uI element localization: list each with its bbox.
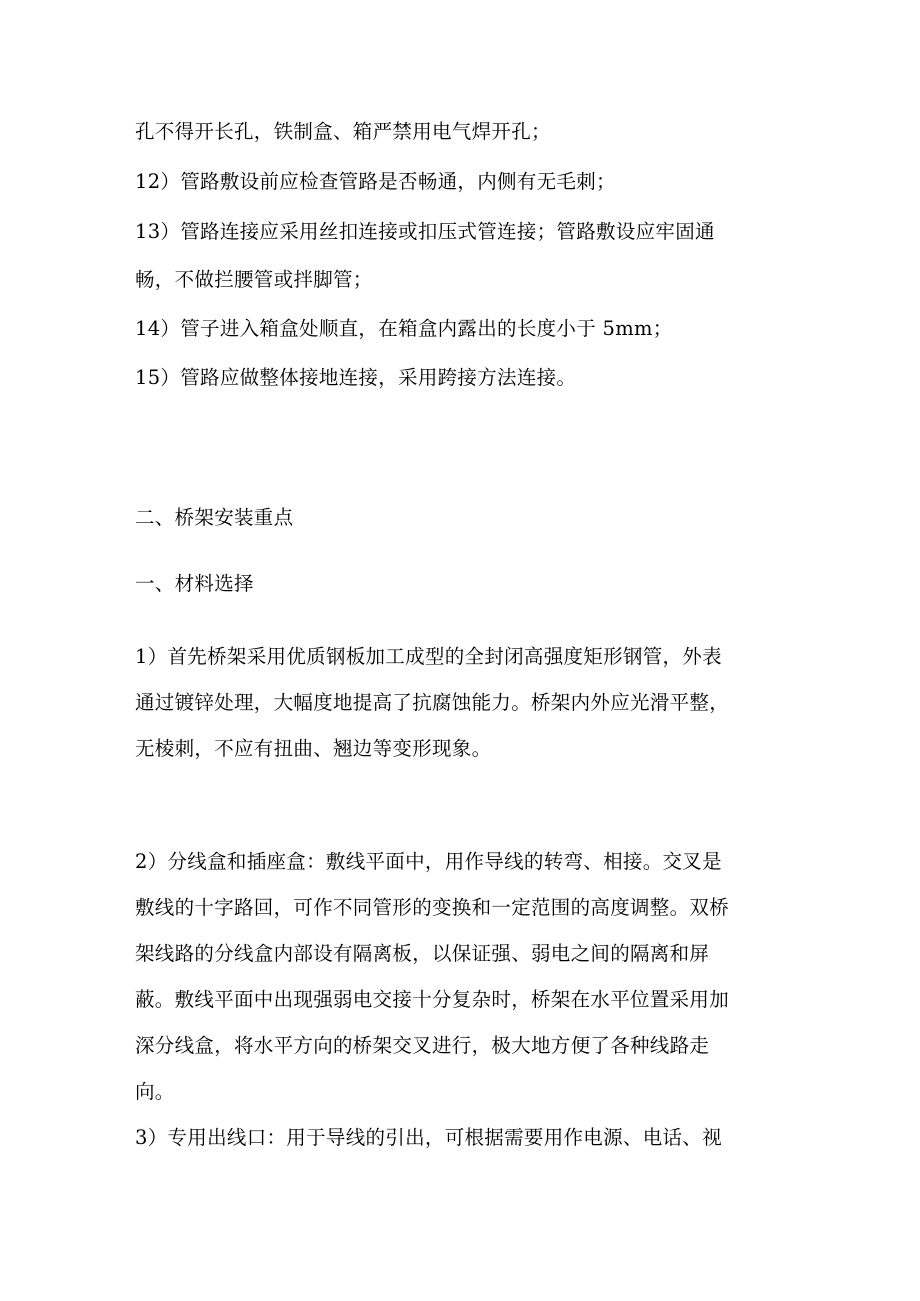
text-line: 深分线盒，将水平方向的桥架交叉进行，极大地方便了各种线路走 xyxy=(135,1034,710,1057)
text-line: 畅，不做拦腰管或拌脚管； xyxy=(135,268,373,291)
list-item-15: 15）管路应做整体接地连接，采用跨接方法连接。 xyxy=(135,366,577,389)
list-item-2: 2）分线盒和插座盒：敷线平面中，用作导线的转弯、相接。交叉是 xyxy=(135,850,722,873)
list-item-14: 14）管子进入箱盒处顺直，在箱盒内露出的长度小于 5mm； xyxy=(135,317,673,340)
text-line: 敷线的十字路回，可作不同管形的变换和一定范围的高度调整。双桥 xyxy=(135,896,730,919)
text-line: 架线路的分线盒内部设有隔离板，以保证强、弱电之间的隔离和屏 xyxy=(135,942,710,965)
list-item-1: 1）首先桥架采用优质钢板加工成型的全封闭高强度矩形钢管，外表 xyxy=(135,645,722,668)
subsection-heading: 一、材料选择 xyxy=(135,572,254,595)
text-line: 向。 xyxy=(135,1080,175,1103)
text-line: 孔不得开长孔，铁制盒、箱严禁用电气焊开孔； xyxy=(135,120,551,143)
list-item-3: 3）专用出线口：用于导线的引出，可根据需要用作电源、电话、视 xyxy=(135,1126,722,1149)
list-item-13: 13）管路连接应采用丝扣连接或扣压式管连接；管路敷设应牢固通 xyxy=(135,220,715,243)
text-line: 无棱刺，不应有扭曲、翘边等变形现象。 xyxy=(135,737,492,760)
list-item-12: 12）管路敷设前应检查管路是否畅通，内侧有无毛刺； xyxy=(135,170,616,193)
section-heading: 二、桥架安装重点 xyxy=(135,506,294,529)
text-line: 通过镀锌处理，大幅度地提高了抗腐蚀能力。桥架内外应光滑平整， xyxy=(135,691,730,714)
text-line: 蔽。敷线平面中出现强弱电交接十分复杂时，桥架在水平位置采用加 xyxy=(135,988,730,1011)
